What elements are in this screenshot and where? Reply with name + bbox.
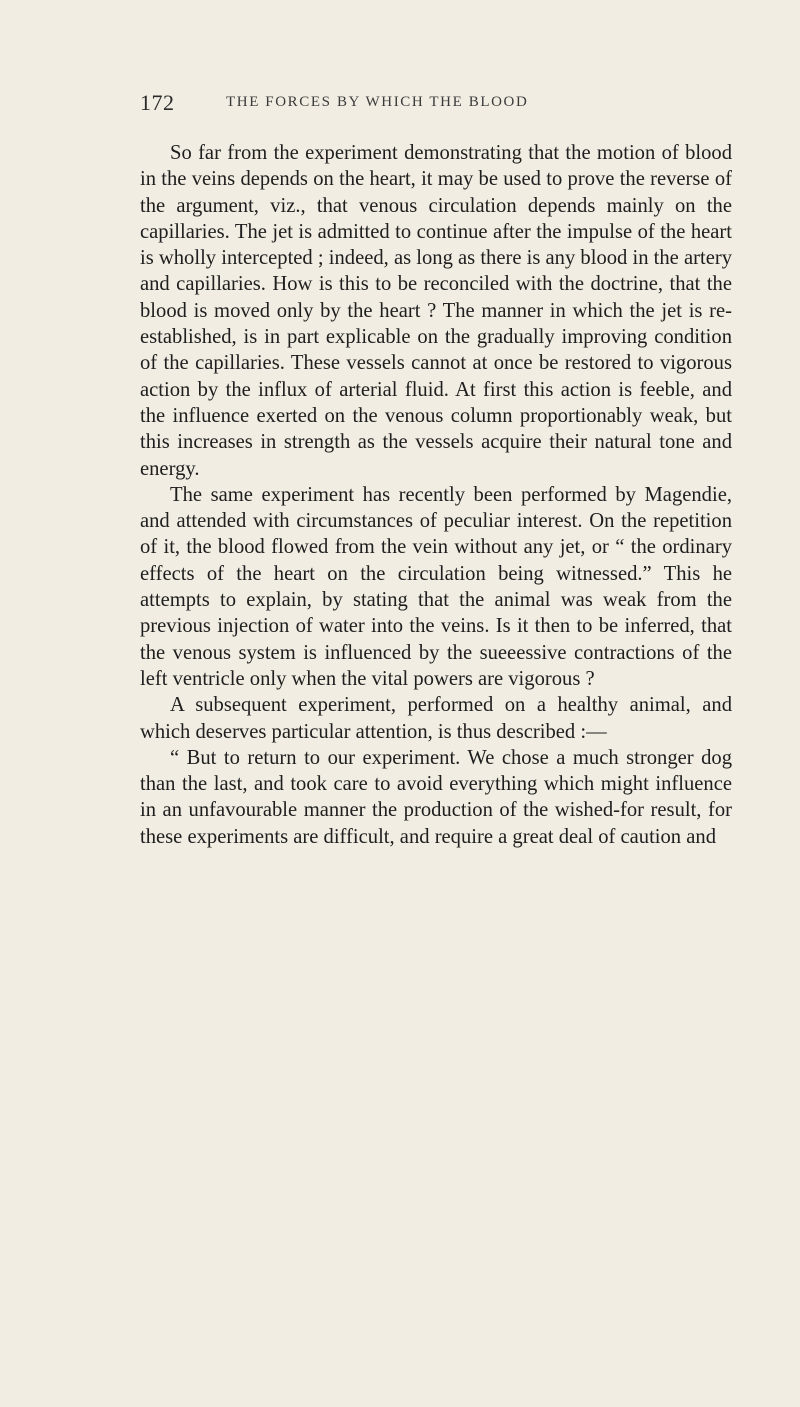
- running-head: [140, 90, 700, 120]
- paragraph-quotation: “ But to return to our experiment. We chose a much stronger dog than the last, and took care to avoid everything which might influence in an unfavourable manner the production of the wished-for result, for these experiments are difficult, and require a great deal of caution and: [140, 746, 732, 848]
- paragraph-magendie: The same experiment has recently been performed by Magendie, and attended with circumstances of peculiar interest. On the repetition of it, the blood flowed from the vein without any jet, or “ the ordinary effects of the heart on the circulation being witnessed.” This he attempts to explain, by stating that the animal was weak from the previous injection of water into the veins. Is it then to be inferred, that the venous system is influenced by the sueeessive contractions of the left ventricle only when the vital powers are vigorous ?: [140, 483, 732, 690]
- paragraph-subsequent-experiment: A subsequent experiment, performed on a healthy animal, and which deserves particular attention, is thus described :—: [140, 694, 732, 743]
- body-text: [140, 140, 732, 850]
- page-number: 172: [140, 90, 175, 115]
- running-head-title: THE FORCES BY WHICH THE BLOOD: [226, 94, 529, 110]
- paragraph-experiment: So far from the experiment demonstrating that the motion of blood in the veins depends on the heart, it may be used to prove the reverse of the argument, viz., that venous circulation depends mainly on the capillaries. The jet is admitted to continue after the impulse of the heart is wholly intercepted ; indeed, as long as there is any blood in the artery and capillaries. How is this to be reconciled with the doctrine, that the blood is moved only by the heart ? The manner in which the jet is re-established, is in part explicable on the gradually improving condition of the capillaries. These vessels cannot at once be restored to vigorous action by the influx of arterial fluid. At first this action is feeble, and the influence exerted on the venous column proportionably weak, but this increases in strength as the vessels acquire their natural tone and energy.: [140, 142, 732, 480]
